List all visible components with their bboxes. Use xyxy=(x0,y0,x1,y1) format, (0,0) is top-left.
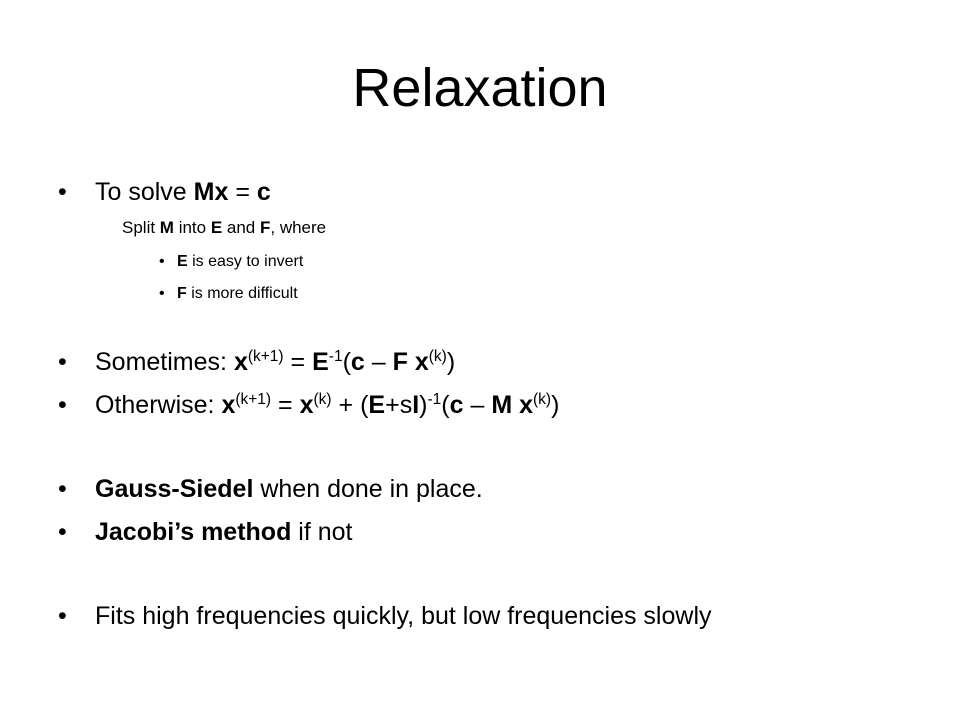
text: + ( xyxy=(331,391,369,419)
text: +s xyxy=(385,391,413,419)
text: x xyxy=(233,348,248,376)
bullet-marker: • xyxy=(58,348,67,376)
text: is more difficult xyxy=(186,285,298,302)
text: = xyxy=(271,391,300,419)
text: = xyxy=(228,178,257,206)
superscript: (k+1) xyxy=(247,348,284,366)
text: = xyxy=(283,348,313,376)
sub-bullet-split xyxy=(122,217,326,239)
bullet-marker: • xyxy=(58,178,67,206)
superscript: (k) xyxy=(533,391,552,409)
bullet-to-solve xyxy=(95,177,271,207)
text: ) xyxy=(419,391,428,419)
text: and xyxy=(222,218,260,237)
text: ( xyxy=(441,391,450,419)
text: – xyxy=(364,348,393,376)
text: is easy to invert xyxy=(187,253,304,270)
text: M xyxy=(159,218,174,237)
text: F x xyxy=(392,348,429,376)
slide-title: Relaxation xyxy=(352,58,608,118)
superscript: (k) xyxy=(313,391,332,409)
text: E xyxy=(210,218,223,237)
bullet-marker: • xyxy=(58,602,67,630)
text: c xyxy=(350,348,365,376)
text: Otherwise: xyxy=(95,391,222,419)
superscript: (k) xyxy=(428,348,447,366)
text: ) xyxy=(446,348,456,376)
text: into xyxy=(173,218,211,237)
bullet-marker: • xyxy=(159,253,165,270)
text: Mx xyxy=(193,178,229,206)
text: Jacobi’s method xyxy=(95,518,292,546)
bullet-marker: • xyxy=(58,518,67,546)
sub-sub-bullet-e xyxy=(177,252,303,272)
text: F xyxy=(177,285,187,302)
superscript: (k+1) xyxy=(235,391,272,409)
text: Split xyxy=(122,218,160,237)
text: x xyxy=(299,391,314,419)
bullet-marker: • xyxy=(58,391,67,419)
text: Gauss-Siedel xyxy=(95,475,254,503)
text: – xyxy=(463,391,492,419)
superscript: -1 xyxy=(328,348,343,366)
bullet-marker: • xyxy=(159,285,165,302)
text: ( xyxy=(342,348,351,376)
bullet-marker: • xyxy=(58,475,67,503)
text: I xyxy=(412,391,420,419)
text: M x xyxy=(491,391,533,419)
sub-sub-bullet-f xyxy=(177,284,298,304)
text: E xyxy=(312,348,329,376)
text: Sometimes: xyxy=(95,348,234,376)
text: To solve xyxy=(95,178,194,206)
bullet-sometimes xyxy=(95,347,455,377)
bullet-jacobi xyxy=(95,517,353,547)
text: when done in place. xyxy=(253,475,483,503)
bullet-gauss-siedel xyxy=(95,474,483,504)
text: c xyxy=(449,391,464,419)
bullet-fits-frequencies: Fits high frequencies quickly, but low frequencies slowly xyxy=(95,602,712,630)
text: x xyxy=(221,391,236,419)
text: if not xyxy=(291,518,353,546)
text: ) xyxy=(551,391,560,419)
text: , where xyxy=(270,218,327,237)
text: c xyxy=(256,178,271,206)
superscript: -1 xyxy=(427,391,442,409)
bullet-otherwise xyxy=(95,390,559,420)
text: E xyxy=(368,391,386,419)
text: E xyxy=(177,253,188,270)
text: F xyxy=(259,218,271,237)
